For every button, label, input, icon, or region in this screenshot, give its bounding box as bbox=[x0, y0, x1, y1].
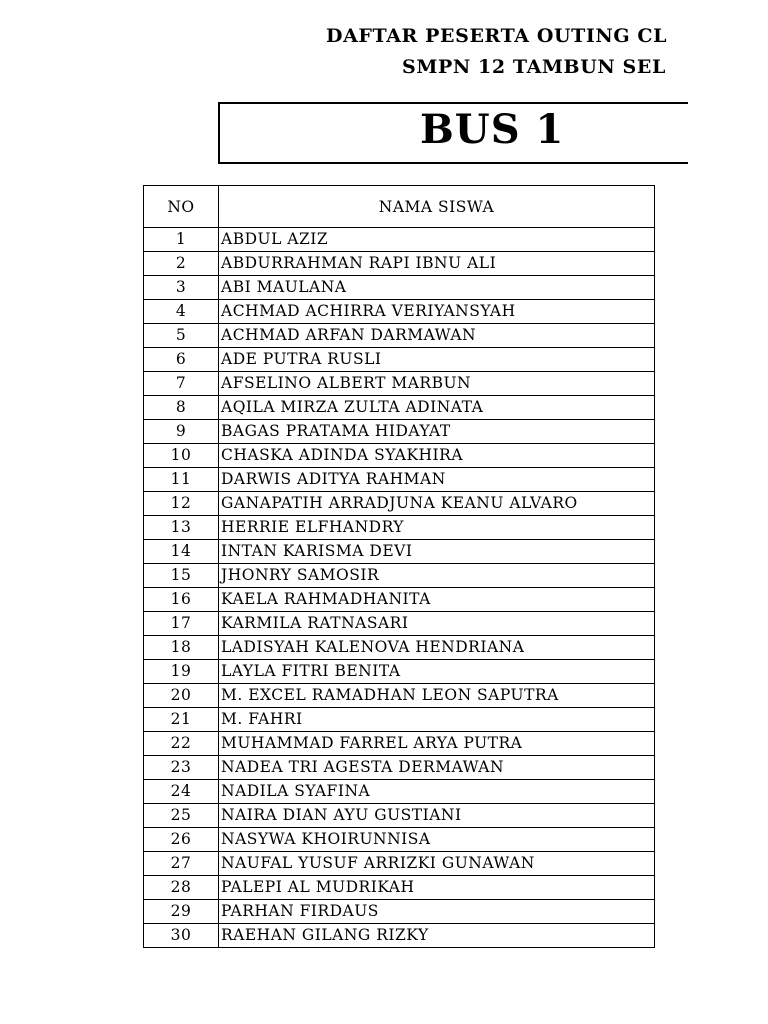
row-number: 12 bbox=[144, 492, 219, 516]
school-name: SMPN 12 TAMBUN SEL bbox=[402, 56, 666, 78]
student-name: GANAPATIH ARRADJUNA KEANU ALVARO bbox=[219, 492, 655, 516]
row-number: 17 bbox=[144, 612, 219, 636]
student-name: ACHMAD ACHIRRA VERIYANSYAH bbox=[219, 300, 655, 324]
table-row bbox=[144, 540, 655, 564]
student-name: AFSELINO ALBERT MARBUN bbox=[219, 372, 655, 396]
row-number: 29 bbox=[144, 900, 219, 924]
table-row bbox=[144, 348, 655, 372]
column-header-name: NAMA SISWA bbox=[219, 186, 655, 228]
row-number: 18 bbox=[144, 636, 219, 660]
document-title: DAFTAR PESERTA OUTING CL bbox=[326, 25, 668, 47]
column-header-no: NO bbox=[144, 186, 219, 228]
table-row bbox=[144, 444, 655, 468]
row-number: 6 bbox=[144, 348, 219, 372]
student-name: PALEPI AL MUDRIKAH bbox=[219, 876, 655, 900]
table-row bbox=[144, 588, 655, 612]
table-row bbox=[144, 900, 655, 924]
student-name: CHASKA ADINDA SYAKHIRA bbox=[219, 444, 655, 468]
student-name: NASYWA KHOIRUNNISA bbox=[219, 828, 655, 852]
table-row bbox=[144, 684, 655, 708]
row-number: 14 bbox=[144, 540, 219, 564]
table-row bbox=[144, 852, 655, 876]
row-number: 19 bbox=[144, 660, 219, 684]
table-row bbox=[144, 708, 655, 732]
table-row bbox=[144, 780, 655, 804]
student-name: ABDURRAHMAN RAPI IBNU ALI bbox=[219, 252, 655, 276]
row-number: 13 bbox=[144, 516, 219, 540]
table-header-row bbox=[144, 186, 655, 228]
table-row bbox=[144, 372, 655, 396]
row-number: 20 bbox=[144, 684, 219, 708]
row-number: 7 bbox=[144, 372, 219, 396]
student-name: NAUFAL YUSUF ARRIZKI GUNAWAN bbox=[219, 852, 655, 876]
table-row bbox=[144, 564, 655, 588]
row-number: 23 bbox=[144, 756, 219, 780]
student-name: M. FAHRI bbox=[219, 708, 655, 732]
student-name: INTAN KARISMA DEVI bbox=[219, 540, 655, 564]
student-name: ACHMAD ARFAN DARMAWAN bbox=[219, 324, 655, 348]
student-name: NAIRA DIAN AYU GUSTIANI bbox=[219, 804, 655, 828]
student-name: KAELA RAHMADHANITA bbox=[219, 588, 655, 612]
bus-label: BUS 1 bbox=[420, 106, 565, 153]
row-number: 30 bbox=[144, 924, 219, 948]
student-name: ADE PUTRA RUSLI bbox=[219, 348, 655, 372]
student-name: PARHAN FIRDAUS bbox=[219, 900, 655, 924]
table-row bbox=[144, 396, 655, 420]
student-name: LAYLA FITRI BENITA bbox=[219, 660, 655, 684]
row-number: 4 bbox=[144, 300, 219, 324]
student-name: BAGAS PRATAMA HIDAYAT bbox=[219, 420, 655, 444]
table-row bbox=[144, 660, 655, 684]
table-row bbox=[144, 756, 655, 780]
table-row bbox=[144, 612, 655, 636]
student-name: NADEA TRI AGESTA DERMAWAN bbox=[219, 756, 655, 780]
table-row bbox=[144, 468, 655, 492]
row-number: 3 bbox=[144, 276, 219, 300]
table-row bbox=[144, 876, 655, 900]
table-row bbox=[144, 420, 655, 444]
table-row bbox=[144, 516, 655, 540]
table-row bbox=[144, 276, 655, 300]
student-name: LADISYAH KALENOVA HENDRIANA bbox=[219, 636, 655, 660]
row-number: 15 bbox=[144, 564, 219, 588]
row-number: 22 bbox=[144, 732, 219, 756]
table-row bbox=[144, 324, 655, 348]
table-body bbox=[144, 228, 655, 948]
row-number: 24 bbox=[144, 780, 219, 804]
row-number: 5 bbox=[144, 324, 219, 348]
row-number: 11 bbox=[144, 468, 219, 492]
row-number: 21 bbox=[144, 708, 219, 732]
table-row bbox=[144, 252, 655, 276]
table-row bbox=[144, 732, 655, 756]
student-name: DARWIS ADITYA RAHMAN bbox=[219, 468, 655, 492]
row-number: 28 bbox=[144, 876, 219, 900]
student-name: MUHAMMAD FARREL ARYA PUTRA bbox=[219, 732, 655, 756]
participant-table bbox=[143, 185, 655, 948]
student-name: KARMILA RATNASARI bbox=[219, 612, 655, 636]
row-number: 26 bbox=[144, 828, 219, 852]
student-name: AQILA MIRZA ZULTA ADINATA bbox=[219, 396, 655, 420]
row-number: 10 bbox=[144, 444, 219, 468]
table-row bbox=[144, 828, 655, 852]
student-name: M. EXCEL RAMADHAN LEON SAPUTRA bbox=[219, 684, 655, 708]
row-number: 2 bbox=[144, 252, 219, 276]
student-name: ABDUL AZIZ bbox=[219, 228, 655, 252]
student-name: NADILA SYAFINA bbox=[219, 780, 655, 804]
student-name: JHONRY SAMOSIR bbox=[219, 564, 655, 588]
table-row bbox=[144, 804, 655, 828]
table-row bbox=[144, 228, 655, 252]
student-name: ABI MAULANA bbox=[219, 276, 655, 300]
row-number: 1 bbox=[144, 228, 219, 252]
row-number: 16 bbox=[144, 588, 219, 612]
table-row bbox=[144, 636, 655, 660]
table-row bbox=[144, 300, 655, 324]
row-number: 27 bbox=[144, 852, 219, 876]
table-row bbox=[144, 492, 655, 516]
row-number: 8 bbox=[144, 396, 219, 420]
student-name: RAEHAN GILANG RIZKY bbox=[219, 924, 655, 948]
row-number: 25 bbox=[144, 804, 219, 828]
row-number: 9 bbox=[144, 420, 219, 444]
student-name: HERRIE ELFHANDRY bbox=[219, 516, 655, 540]
table-row bbox=[144, 924, 655, 948]
